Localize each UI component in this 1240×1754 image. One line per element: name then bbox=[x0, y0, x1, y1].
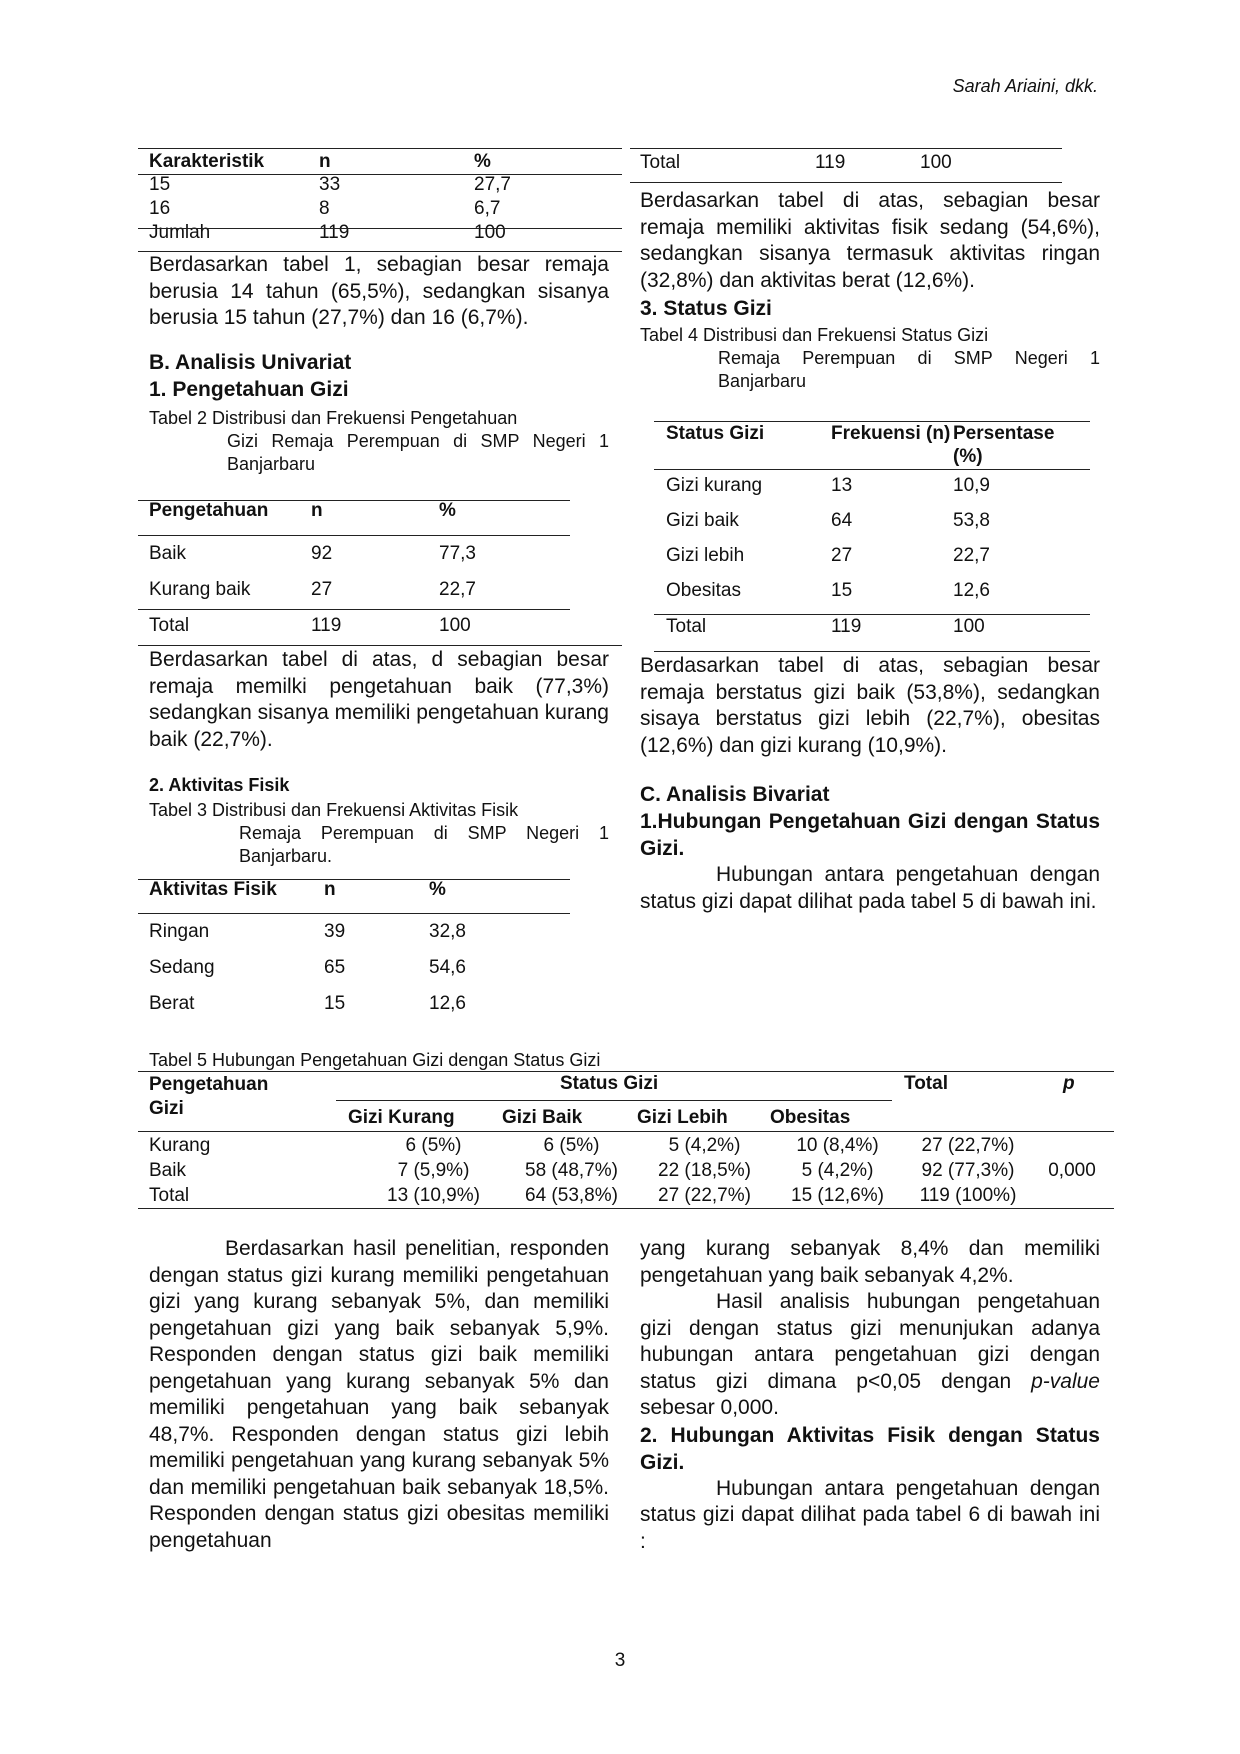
table-caption: Tabel 5 Hubungan Pengetahuan Gizi dengan Status Gizi bbox=[149, 1050, 601, 1070]
paragraph: yang kurang sebanyak 8,4% dan memiliki pengetahuan yang baik sebanyak 4,2%. bbox=[640, 1237, 1100, 1287]
table-header: Pengetahuan Gizi bbox=[149, 1074, 269, 1119]
table-cell: 54,6 bbox=[429, 957, 466, 978]
table-rule bbox=[654, 651, 1090, 652]
running-header: Sarah Ariaini, dkk. bbox=[952, 76, 1098, 96]
table-cell: 119 (100%) bbox=[919, 1184, 1017, 1206]
subsection-heading: 1. Pengetahuan Gizi bbox=[149, 377, 349, 401]
table-header: Pengetahuan bbox=[149, 500, 269, 521]
table-rule bbox=[654, 614, 1090, 615]
table-cell: 12,6 bbox=[953, 580, 990, 601]
caption-text: Remaja Perempuan di SMP Negeri 1 Banjarbaru. bbox=[239, 823, 609, 866]
table-cell: 27 (22,7%) bbox=[921, 1134, 1015, 1156]
caption-text: Tabel 3 Distribusi dan Frekuensi Aktivitas Fisik bbox=[149, 800, 519, 820]
table-rule bbox=[138, 1071, 1114, 1072]
table-cell: 8 bbox=[319, 198, 330, 219]
table-cell: 27 bbox=[831, 544, 853, 566]
section-heading: B. Analisis Univariat bbox=[149, 350, 352, 374]
table-cell: 12,6 bbox=[429, 993, 466, 1014]
table-2 bbox=[149, 500, 569, 644]
table-cell: 27,7 bbox=[474, 174, 511, 195]
section-heading: C. Analisis Bivariat bbox=[640, 783, 830, 806]
table-cell: 100 bbox=[474, 222, 506, 243]
table-cell: Sedang bbox=[149, 957, 215, 978]
table-4 bbox=[666, 422, 1086, 645]
subsection-heading: 2. Hubungan Aktivitas Fisik dengan Status Gizi. bbox=[640, 1423, 1100, 1474]
table-header: Persentase (%) bbox=[953, 423, 1055, 467]
p-value-cell: 0,000 bbox=[1048, 1159, 1096, 1181]
table-cell: 5 (4,2%) bbox=[801, 1159, 874, 1181]
paragraph-text: p-value bbox=[1031, 1369, 1100, 1393]
table-cell: Berat bbox=[149, 993, 195, 1014]
table-cell: 32,8 bbox=[429, 921, 466, 942]
caption-text: Gizi Remaja Perempuan di SMP Negeri 1 Banjarbaru bbox=[227, 430, 609, 474]
table-cell: 5 (4,2%) bbox=[668, 1134, 741, 1156]
table-cell: Gizi kurang bbox=[666, 474, 763, 496]
table-rule bbox=[138, 913, 570, 914]
table-cell: 10,9 bbox=[953, 474, 990, 496]
table-3-total bbox=[640, 151, 1060, 175]
table-header: % bbox=[474, 151, 491, 172]
table-rule bbox=[138, 228, 622, 229]
table-caption bbox=[149, 407, 609, 476]
table-cell: 6,7 bbox=[474, 198, 501, 219]
table-cell: 64 (53,8%) bbox=[525, 1184, 618, 1206]
table-rule bbox=[138, 148, 622, 149]
table-header: n bbox=[311, 500, 323, 521]
paragraph: Hubungan antara pengetahuan dengan status gizi dapat dilihat pada tabel 5 di bawah ini. bbox=[640, 863, 1100, 913]
table-1 bbox=[149, 151, 619, 245]
table-rule bbox=[138, 1208, 1114, 1209]
table-cell: 10 (8,4%) bbox=[796, 1134, 879, 1156]
table-caption bbox=[149, 799, 609, 868]
table-cell: 13 (10,9%) bbox=[387, 1184, 480, 1206]
table-cell: 119 bbox=[815, 152, 846, 173]
table-rule bbox=[138, 645, 622, 646]
table-cell: Obesitas bbox=[666, 580, 741, 601]
table-cell: 77,3 bbox=[439, 543, 476, 564]
paragraph: Berdasarkan tabel di atas, sebagian besar remaja berstatus gizi baik (53,8%), sedangkan sisaya berstatus gizi lebih (22,7%), obesitas (12,6%) dan gizi kurang (10,9%). bbox=[640, 654, 1100, 757]
table-header: Frekuensi (n) bbox=[831, 423, 951, 444]
paragraph: Berdasarkan hasil penelitian, responden dengan status gizi kurang memiliki pengetahuan gizi yang kurang sebanyak 5%, dan memiliki pengetahuan gizi yang baik sebanyak 5,9%. Responden dengan status gizi baik memiliki pengetahuan yang kurang sebanyak 5% dan memiliki pengetahuan yang baik sebanyak 48,7%. Responden dengan status gizi lebih memiliki pengetahuan yang kurang sebanyak 5% dan memiliki pengetahuan baik sebanyak 18,5%. Responden dengan status gizi obesitas memiliki pengetahuan bbox=[149, 1237, 609, 1552]
subsection-heading: 1.Hubungan Pengetahuan Gizi dengan Status Gizi. bbox=[640, 810, 1100, 860]
page-number: 3 bbox=[614, 1650, 626, 1671]
table-cell: Total bbox=[666, 616, 707, 637]
table-header: Status Gizi bbox=[666, 423, 765, 444]
table-cell: Kurang bbox=[149, 1134, 211, 1156]
table-rule bbox=[630, 148, 1062, 149]
table-cell: 39 bbox=[324, 921, 346, 942]
table-cell: Kurang baik bbox=[149, 579, 251, 600]
table-cell: Total bbox=[640, 152, 681, 173]
table-cell: 100 bbox=[920, 152, 952, 173]
table-rule bbox=[138, 1131, 1114, 1132]
subsection-heading: 3. Status Gizi bbox=[640, 297, 772, 320]
table-cell: 15 bbox=[324, 993, 346, 1014]
table-cell: 53,8 bbox=[953, 509, 990, 531]
table-rule bbox=[138, 174, 622, 175]
table-cell: Gizi baik bbox=[666, 509, 739, 531]
table-cell: 119 bbox=[319, 222, 350, 243]
table-cell: 22,7 bbox=[439, 579, 476, 600]
table-cell: 58 (48,7%) bbox=[525, 1159, 618, 1181]
table-header: Total bbox=[904, 1073, 948, 1094]
table-header: n bbox=[324, 879, 336, 900]
table-cell: 15 bbox=[831, 580, 853, 601]
table-cell: 22,7 bbox=[953, 544, 990, 566]
table-cell: 7 (5,9%) bbox=[397, 1159, 470, 1181]
table-subheader: Obesitas bbox=[770, 1107, 851, 1128]
table-cell: 33 bbox=[319, 174, 341, 195]
paragraph: Berdasarkan tabel di atas, sebagian besar remaja memiliki aktivitas fisik sedang (54,6%), sedangkan sisanya termasuk aktivitas ringan (32,8%) dan aktivitas berat (12,6%). bbox=[640, 189, 1100, 292]
table-cell: 15 bbox=[149, 174, 171, 195]
table-rule bbox=[138, 535, 570, 536]
table-rule bbox=[654, 469, 1090, 470]
table-subheader: Gizi Kurang bbox=[348, 1107, 455, 1128]
table-cell: 92 (77,3%) bbox=[921, 1159, 1015, 1181]
table-cell: 92 bbox=[311, 543, 333, 564]
paragraph: Berdasarkan tabel di atas, d sebagian besar remaja memilki pengetahuan baik (77,3%) sedangkan sisanya memiliki pengetahuan kurang baik (22,7%). bbox=[149, 648, 609, 751]
table-cell: Baik bbox=[149, 543, 186, 564]
table-cell: 16 bbox=[149, 198, 171, 219]
table-header: p bbox=[1063, 1073, 1075, 1094]
table-cell: 27 bbox=[311, 579, 333, 600]
table-rule bbox=[336, 1100, 892, 1101]
table-cell: 65 bbox=[324, 957, 346, 978]
table-5 bbox=[149, 1133, 1112, 1208]
table-header: Status Gizi bbox=[560, 1073, 659, 1094]
table-header: % bbox=[429, 879, 446, 900]
table-cell: Total bbox=[149, 615, 190, 636]
table-subheader: Gizi Lebih bbox=[637, 1107, 728, 1128]
table-header: Aktivitas Fisik bbox=[149, 879, 277, 900]
table-3 bbox=[149, 879, 569, 1022]
caption-text: Tabel 4 Distribusi dan Frekuensi Status Gizi bbox=[640, 325, 989, 345]
caption-text: Tabel 2 Distribusi dan Frekuensi Pengetahuan bbox=[149, 407, 518, 428]
table-cell: 22 (18,5%) bbox=[658, 1159, 751, 1181]
table-caption bbox=[640, 324, 1100, 393]
table-cell: 15 (12,6%) bbox=[791, 1184, 884, 1206]
paragraph: Berdasarkan tabel 1, sebagian besar remaja berusia 14 tahun (65,5%), sedangkan sisanya berusia 15 tahun (27,7%) dan 16 (6,7%). bbox=[149, 253, 609, 329]
table-header: Karakteristik bbox=[149, 151, 265, 172]
table-cell: 6 (5%) bbox=[405, 1134, 462, 1156]
table-cell: Baik bbox=[149, 1159, 186, 1181]
table-cell: 100 bbox=[953, 616, 985, 637]
table-cell: 6 (5%) bbox=[543, 1134, 600, 1156]
paragraph-text: sebesar 0,000. bbox=[640, 1396, 779, 1419]
table-cell: Jumlah bbox=[149, 222, 211, 243]
table-cell: 27 (22,7%) bbox=[658, 1184, 751, 1206]
paragraph-text: Hasil analisis hubungan pengetahuan gizi dengan status gizi menunjukan adanya hubungan antara pengetahuan gizi dengan status gizi dimana p<0,05 dengan bbox=[640, 1290, 1100, 1393]
table-header: n bbox=[319, 151, 331, 172]
table-cell: Ringan bbox=[149, 921, 210, 942]
subsection-heading: 2. Aktivitas Fisik bbox=[149, 775, 290, 795]
table-subheader: Gizi Baik bbox=[502, 1107, 583, 1128]
table-rule bbox=[138, 609, 570, 610]
table-cell: Gizi lebih bbox=[666, 544, 745, 566]
table-cell: 119 bbox=[311, 615, 342, 636]
table-header: % bbox=[439, 500, 456, 521]
table-cell: Total bbox=[149, 1184, 190, 1206]
caption-text: Remaja Perempuan di SMP Negeri 1 Banjarbaru bbox=[718, 348, 1100, 391]
table-cell: 64 bbox=[831, 509, 853, 531]
table-cell: 100 bbox=[439, 615, 471, 636]
table-cell: 119 bbox=[831, 616, 862, 637]
table-cell: 13 bbox=[831, 474, 853, 496]
paragraph: Hubungan antara pengetahuan dengan status gizi dapat dilihat pada tabel 6 di bawah ini : bbox=[640, 1476, 1100, 1553]
table-rule bbox=[630, 182, 1062, 183]
paragraph bbox=[640, 1289, 1100, 1422]
